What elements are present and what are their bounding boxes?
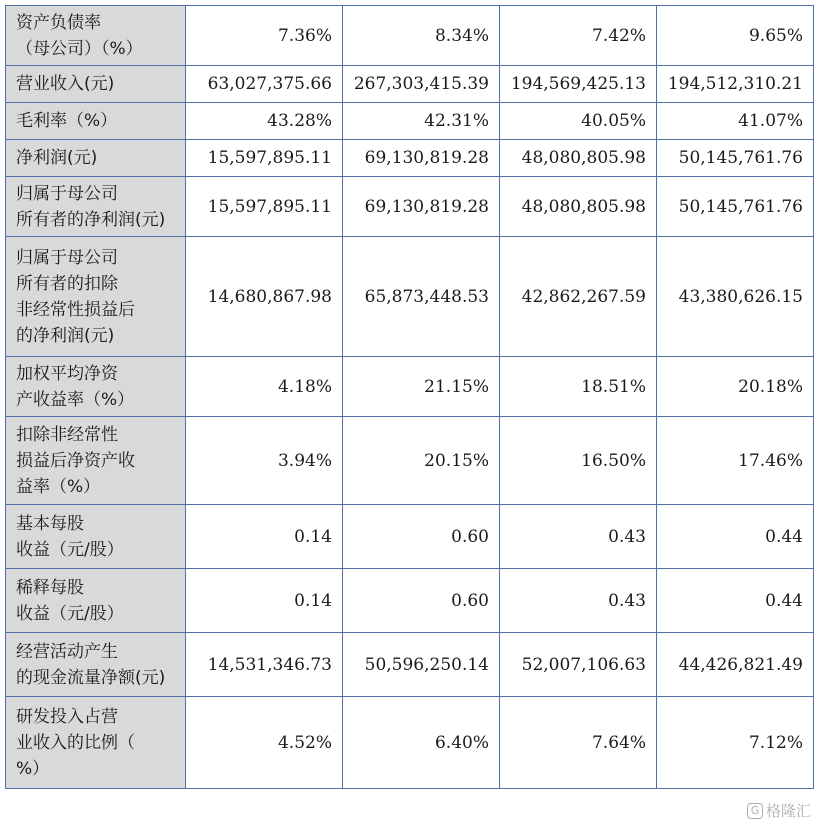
- row-label: 资产负债率 （母公司）（%）: [6, 6, 186, 66]
- row-value: 9.65%: [657, 6, 814, 66]
- table-row: [6, 505, 814, 569]
- row-value: 48,080,805.98: [500, 177, 657, 237]
- row-value: 42,862,267.59: [500, 237, 657, 357]
- row-value: 14,680,867.98: [186, 237, 343, 357]
- row-label: 稀释每股 收益（元/股）: [6, 569, 186, 633]
- row-value: 194,569,425.13: [500, 66, 657, 103]
- row-value: 0.14: [186, 569, 343, 633]
- row-value: 0.60: [343, 569, 500, 633]
- row-value: 43,380,626.15: [657, 237, 814, 357]
- table-row: [6, 633, 814, 697]
- row-value: 7.36%: [186, 6, 343, 66]
- row-label: 扣除非经常性 损益后净资产收 益率（%）: [6, 417, 186, 505]
- row-value: 7.12%: [657, 697, 814, 789]
- row-value: 69,130,819.28: [343, 140, 500, 177]
- row-value: 15,597,895.11: [186, 140, 343, 177]
- row-value: 3.94%: [186, 417, 343, 505]
- table-row: [6, 569, 814, 633]
- table-row: [6, 140, 814, 177]
- table-row: [6, 697, 814, 789]
- row-label: 净利润(元): [6, 140, 186, 177]
- row-value: 0.14: [186, 505, 343, 569]
- row-value: 50,145,761.76: [657, 177, 814, 237]
- row-value: 4.18%: [186, 357, 343, 417]
- row-value: 48,080,805.98: [500, 140, 657, 177]
- row-label: 毛利率（%）: [6, 103, 186, 140]
- row-value: 42.31%: [343, 103, 500, 140]
- row-value: 43.28%: [186, 103, 343, 140]
- row-value: 18.51%: [500, 357, 657, 417]
- row-value: 0.60: [343, 505, 500, 569]
- row-value: 50,145,761.76: [657, 140, 814, 177]
- table-row: [6, 6, 814, 66]
- row-value: 50,596,250.14: [343, 633, 500, 697]
- row-value: 0.44: [657, 569, 814, 633]
- table-body: [6, 6, 814, 789]
- row-value: 20.15%: [343, 417, 500, 505]
- row-label: 营业收入(元): [6, 66, 186, 103]
- row-label: 经营活动产生 的现金流量净额(元): [6, 633, 186, 697]
- table-row: [6, 177, 814, 237]
- row-value: 267,303,415.39: [343, 66, 500, 103]
- table-row: [6, 417, 814, 505]
- row-value: 21.15%: [343, 357, 500, 417]
- row-label: 研发投入占营 业收入的比例（ %）: [6, 697, 186, 789]
- table-row: [6, 357, 814, 417]
- watermark-text: 格隆汇: [765, 802, 811, 820]
- row-value: 7.64%: [500, 697, 657, 789]
- row-value: 63,027,375.66: [186, 66, 343, 103]
- table-row: [6, 237, 814, 357]
- row-value: 14,531,346.73: [186, 633, 343, 697]
- row-value: 4.52%: [186, 697, 343, 789]
- row-value: 17.46%: [657, 417, 814, 505]
- row-value: 44,426,821.49: [657, 633, 814, 697]
- table-row: [6, 66, 814, 103]
- table-row: [6, 103, 814, 140]
- watermark-logo-icon: G: [747, 803, 763, 819]
- row-value: 8.34%: [343, 6, 500, 66]
- row-value: 15,597,895.11: [186, 177, 343, 237]
- row-value: 52,007,106.63: [500, 633, 657, 697]
- row-value: 194,512,310.21: [657, 66, 814, 103]
- row-value: 0.43: [500, 505, 657, 569]
- row-value: 0.43: [500, 569, 657, 633]
- row-value: 65,873,448.53: [343, 237, 500, 357]
- row-value: 20.18%: [657, 357, 814, 417]
- row-label: 基本每股 收益（元/股）: [6, 505, 186, 569]
- row-value: 6.40%: [343, 697, 500, 789]
- financial-indicators-table: [5, 5, 814, 789]
- row-value: 16.50%: [500, 417, 657, 505]
- row-value: 7.42%: [500, 6, 657, 66]
- row-label: 加权平均净资 产收益率（%）: [6, 357, 186, 417]
- row-label: 归属于母公司 所有者的净利润(元): [6, 177, 186, 237]
- row-label: 归属于母公司 所有者的扣除 非经常性损益后 的净利润(元): [6, 237, 186, 357]
- row-value: 0.44: [657, 505, 814, 569]
- row-value: 41.07%: [657, 103, 814, 140]
- row-value: 69,130,819.28: [343, 177, 500, 237]
- row-value: 40.05%: [500, 103, 657, 140]
- watermark: [747, 800, 811, 821]
